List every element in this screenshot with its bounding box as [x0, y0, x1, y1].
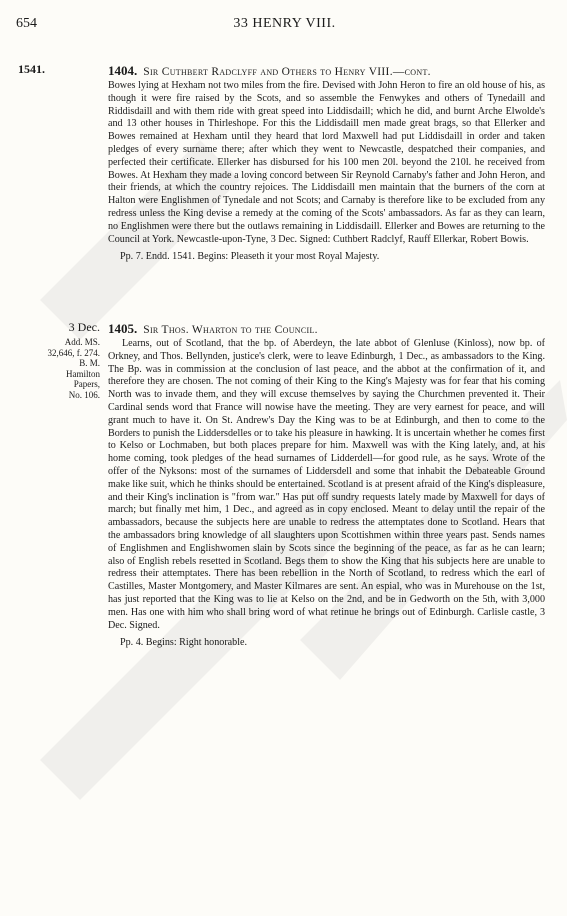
entry-title: Sir Cuthbert Radclyff and Others to Henry VIII.—cont. [143, 66, 431, 78]
entry-footer: Pp. 4. Begins: Right honorable. [120, 637, 248, 649]
entry-body: Bowes lying at Hexham not two miles from the fire. Devised with John Heron to fire an old house of his, as though it were fire raised by the Scots, and so assemble the Fenwykes and others of Tynedaill and Riddisdaill and with them ride with great speed into Liddisdaill; which he did, and burnt Arche Elwolde's and 13 other houses in Thirleshope. For this the Liddisdaill men made great brags, so that Ellerker and Bowes remained at Hexham until they heard that lord Maxwell had put Liddisdaill in order and taken pledges of every surname there; after which they went to Newcastle, despatched their companies, and perfected their certificate. Ellerker has disbursed for his 100 men 20l. beyond the 210l. he received from Bowes. At Hexham they made a loving concord between Sir Reynold Carnaby's father and John Heron, and their friends, at which the country rejoices. The Liddisdaill men maintain that the burners of the corn at Halton were Englishmen of Tynedale and not Scots; and Carnaby is therefore like to be excluded from any redress unless the King devise a remedy at the coming of the Scots' ambassadors. As far as they can learn, no Englishmen were there but the outlaws remaining in Liddisdaill. Ellerker and Bowes are returning to the Council at York. Newcastle-upon-Tyne, 3 Dec. Signed: Cuthbert Radclyf, Rauff Ellerkar, Robert Bowis. [108, 80, 545, 245]
running-title: 33 HENRY VIII. [233, 16, 336, 31]
entry-body: Learns, out of Scotland, that the bp. of Aberdeyn, the late abbot of Glenluse (Kinloss), now bp. of Orkney, and Thos. Bellynden, justice's clerk, were to leave Edinburgh, 1 Dec., as ambassadors to the King. The Bp. was in commission at the conclusion of last peace, and the abbot at the confirmation of it, and therefore they are chosen. The not coming of their King to the King's Majesty was for fear that his coming North was to invade them, and they will excuse themselves by saying the Churchmen prevented it. Their Cardinal sends word that France will nowise have the meeting. They are very earnest for peace, and will grant much to have it. On St. Andrew's Day the King was to be at Edinburgh, and then to come to the Borders to punish the Liddersdelles or to take his pleasure in hawking. It is uncertain whether he comes first to Kelso or Lochmaben, but both places prepare for him. Maxwell was with the King lately, and, at his home coming, took pledges of the head surnames of Lidderdell—for good rule, as he says. Wrote of the offer of the Nyksons: most of the surnames of Liddersdell and some that inhabit the Debateable Ground make like suit, which he thinks should be entertained. Scotland is at present afraid of the King's displeasure, and their King's inclination is "from war." Has put off sundry requests lately made by Maxwell for days of march; but finally met him, 1 Dec., and agreed as in copy enclosed. Meant to delay until the repair of the ambassadors, because the subjects here are unable to redress the attemptates done to Scotland. Hears that the ambassadors bring knowledge of all slaughters upon Scottishmen within three years past. Sends names of Englishmen and Englishwomen slain by Scots since the beginning of the peace, as far as he can learn; also of English rebels resetted in Scotland. Begs them to show the King that his subjects here are unable to redress their attemptates. There has been rebellion in the North of Scotland, to redress which the earl of Castilles, Master Montgomery, and Master Kilmares are sent. An espial, who was in Murehouse on the 1st, has just reported that the King was to lie at Kelso on the 2nd, and be in Gedworth on the 5th, with 3,000 men. Has one with him who shall bring word of what retinue he brings out of Edinburgh. Carlisle castle, 3 Dec. Signed. [108, 338, 546, 631]
margin-date: 3 Dec. [68, 320, 100, 334]
entry-footer: Pp. 7. Endd. 1541. Begins: Pleaseth it your most Royal Majesty. [120, 251, 380, 263]
margin-references [14, 337, 100, 401]
margin-year: 1541. [18, 62, 45, 76]
entry-number: 1404. [108, 63, 138, 78]
running-header [16, 16, 553, 36]
entry-heading [108, 322, 545, 337]
entry-title: Sir Thos. Wharton to the Council. [143, 324, 318, 336]
margin-ref-line: Add. MS. [64, 337, 100, 347]
page-number: 654 [16, 16, 37, 31]
margin-ref-line: Hamilton [66, 368, 100, 379]
entry-1405 [108, 322, 545, 649]
margin-ref-line: B. M. [79, 358, 100, 369]
entry-heading [108, 64, 545, 79]
entry-1404 [108, 64, 545, 263]
entry-number: 1405. [108, 321, 138, 336]
margin-ref-line: 32,646, f. 274. [47, 347, 100, 358]
margin-ref-line: Papers, [73, 379, 100, 390]
margin-ref-line: No. 106. [68, 389, 100, 400]
